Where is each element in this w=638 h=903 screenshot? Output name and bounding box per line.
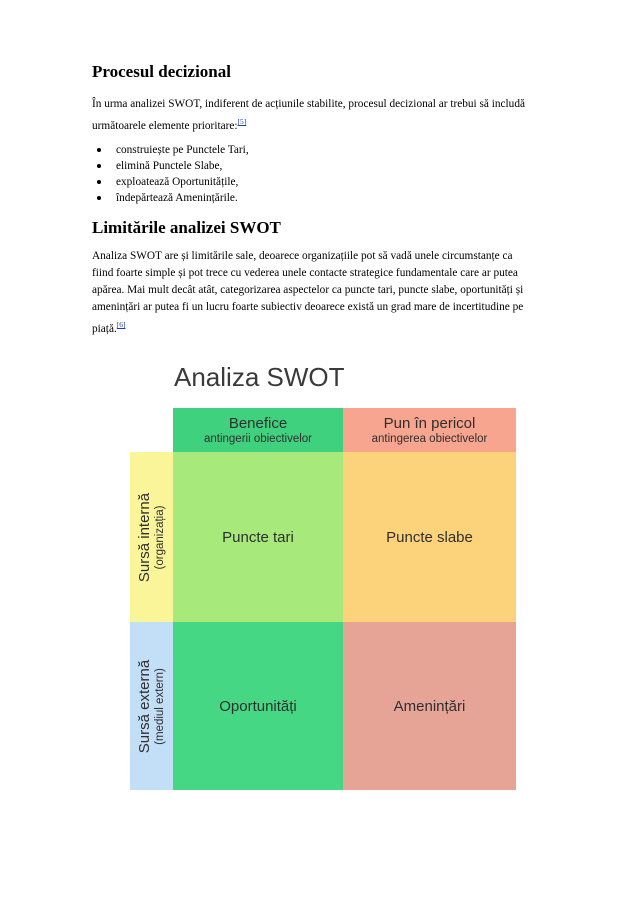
list-item-text: construiește pe Punctele Tari, <box>116 144 249 156</box>
limitations-line5: piață. <box>92 322 117 335</box>
bullet-icon <box>97 164 101 168</box>
limitations-line2: fiind foarte simple și pot trece cu vederea unele contacte strategice fundamentale care ar putea <box>92 267 518 279</box>
row-header-external-title: Sursă externă <box>136 659 154 753</box>
limitations-line4: amenințări ar putea fi un lucru foarte subiectiv deoarece există un grad mare de incertitudine pe <box>92 301 524 313</box>
footnote-link-6[interactable]: [6] <box>116 320 126 329</box>
decision-paragraph-line1: În urma analizei SWOT, indiferent de acțiunile stabilite, procesul decizional ar trebui să includă <box>92 98 525 110</box>
row-header-external <box>130 622 173 790</box>
quadrant-threats: Amenințări <box>343 622 516 790</box>
list-item-text: exploatează Oportunitățile, <box>116 176 239 188</box>
column-header-beneficial <box>173 408 343 452</box>
list-item <box>92 174 249 190</box>
section-heading-decision: Procesul decizional <box>92 62 231 81</box>
bullet-icon <box>97 148 101 152</box>
column-header-harmful-title: Pun în pericol <box>383 414 476 432</box>
list-item <box>92 158 249 174</box>
quadrant-strengths: Puncte tari <box>173 452 343 622</box>
swot-diagram <box>130 350 516 790</box>
bullet-icon <box>97 180 101 184</box>
section-heading-limitations: Limitările analizei SWOT <box>92 218 281 237</box>
list-item <box>92 190 249 206</box>
row-header-internal-title: Sursă internă <box>136 492 153 582</box>
column-header-beneficial-title: Benefice <box>228 414 288 432</box>
list-item <box>92 142 249 158</box>
quadrant-opportunities: Oportunități <box>173 622 343 790</box>
list-item-text: elimină Punctele Slabe, <box>116 160 223 172</box>
limitations-paragraph <box>92 248 584 338</box>
limitations-line3: apărea. Mai mult decât atât, categorizarea aspectelor ca puncte tari, puncte slabe, oportunități și <box>92 284 524 296</box>
footnote-link-5[interactable]: [5] <box>237 117 247 126</box>
column-header-harmful <box>343 408 516 452</box>
list-item-text: îndepărtează Amenințările. <box>116 192 238 204</box>
swot-title: Analiza SWOT <box>174 362 345 392</box>
quadrant-weaknesses: Puncte slabe <box>343 452 516 622</box>
decision-paragraph <box>92 96 584 135</box>
row-header-external-sub: (mediul extern) <box>154 667 167 745</box>
column-header-harmful-sub: antingerea obiectivelor <box>371 432 488 445</box>
column-header-beneficial-sub: antingerii obiectivelor <box>203 432 313 445</box>
decision-paragraph-line2: următoarele elemente prioritare: <box>92 119 238 132</box>
bullet-icon <box>97 196 101 200</box>
priority-list <box>92 142 249 206</box>
limitations-line1: Analiza SWOT are și limitările sale, deoarece organizațiile pot să vadă unele circumstanțe ca <box>92 250 513 262</box>
row-header-internal <box>130 452 173 622</box>
row-header-internal-sub: (organizația) <box>154 505 166 569</box>
